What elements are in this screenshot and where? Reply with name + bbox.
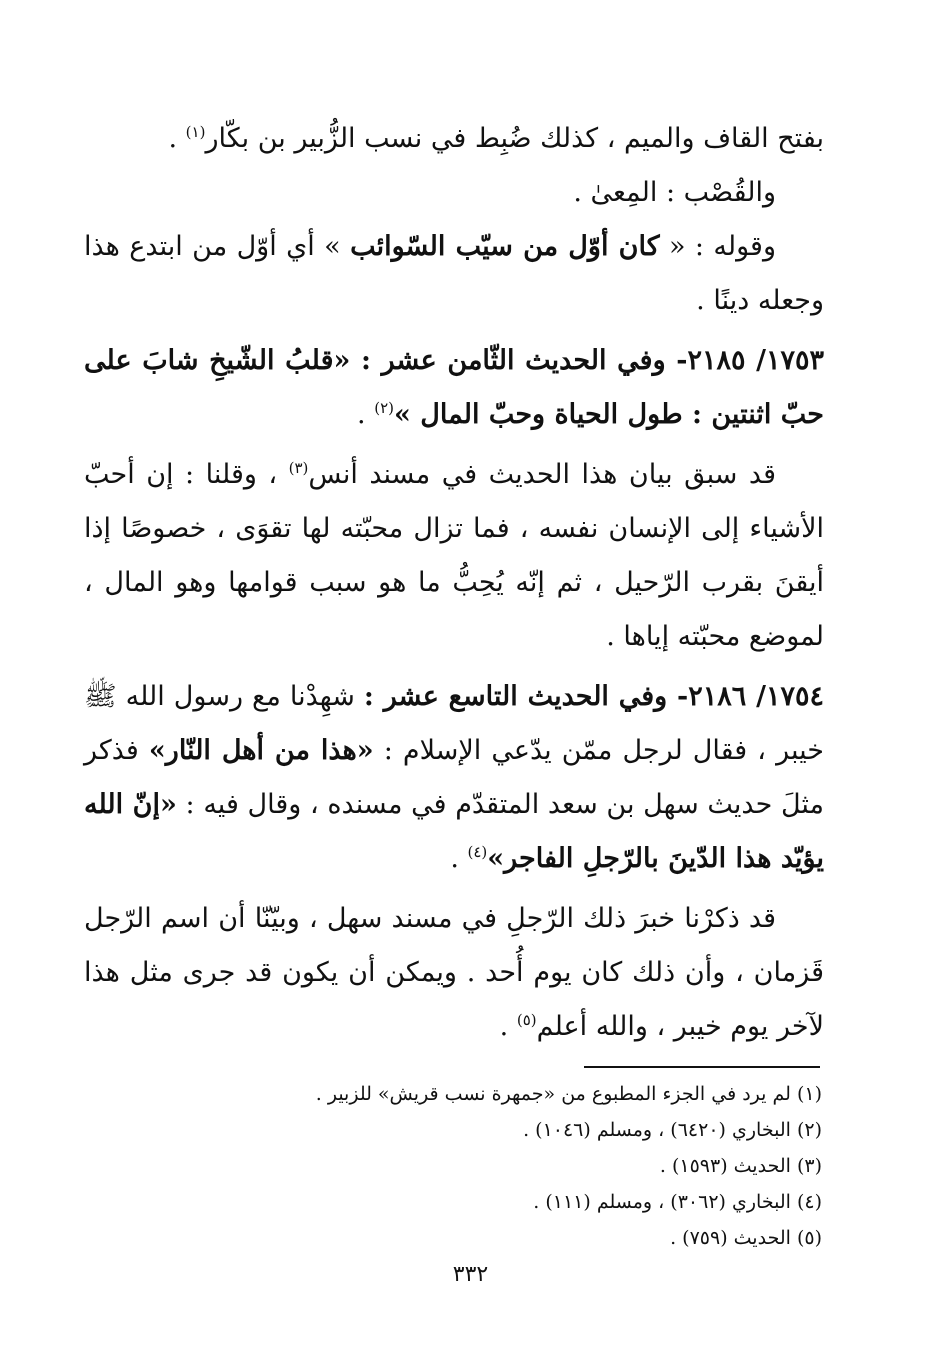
footnote-ref-5[interactable]: (٥) <box>516 1011 537 1029</box>
footnote-ref-2[interactable]: (٢) <box>374 399 394 417</box>
footnote-ref-4[interactable]: (٤) <box>467 843 488 861</box>
hadith-quote-yuayyid: «إنّ الله يؤيّد هذا الدّينَ بالرّجلِ الفاجر» <box>84 789 824 874</box>
hadith-quote: كان أوّل من سيّب السّوائب <box>350 231 660 262</box>
hadith-1753: ١٧٥٣/ ٢١٨٥- وفي الحديث الثّامن عشر : «قلبُ الشّيخِ شابَ على حبّ اثنتين : طول الحياة وحبّ المال »$^{(٢)}$ . <box>84 345 825 430</box>
hadith-quote-nar: «هذا من أهل النّار» <box>148 735 374 766</box>
footnotes <box>84 1076 822 1256</box>
footnote-ref-1[interactable]: (١) <box>185 123 206 141</box>
paragraph-commentary-1753: قد سبق بيان هذا الحديث في مسند أنس$^{(٣)}$ ، وقلنا : إن أحبّ الأشياء إلى الإنسان نفسه ، فما تزال محبّته لها تقوَى ، خصوصًا إذا أيقنَ بقرب الرّحيل ، ثم إنّه يُحِبُّ ما هو سبب قوامها وهو المال ، لموضع محبّته إياها . <box>84 459 824 652</box>
main-text <box>84 112 824 1054</box>
footnote-2: (٢) البخاري (٦٤٢٠) ، ومسلم (١٠٤٦) . <box>523 1119 822 1141</box>
paragraph-qusb: والقُصْب : المِعىٰ . <box>573 177 776 208</box>
footnote-1: (١) لم يرد في الجزء المطبوع من «جمهرة نسب قريش» للزبير . <box>315 1083 822 1105</box>
footnote-divider <box>584 1066 820 1068</box>
footnote-ref-3[interactable]: (٣) <box>288 459 309 477</box>
hadith-1753-heading: ١٧٥٣/ ٢١٨٥- وفي الحديث الثّامن عشر : «قلبُ الشّيخِ شابَ على حبّ اثنتين : طول الحياة وحبّ المال » <box>84 345 825 430</box>
paragraph-qaf-meem: بفتح القاف والميم ، كذلك ضُبِط في نسب الزُّبير بن بكّار$^{(١)}$ . <box>168 123 824 154</box>
paragraph-commentary-1754: قد ذكرْنا خبرَ ذلك الرّجلِ في مسند سهل ، وبيّنّا أن اسم الرّجل قَزمان ، وأن ذلك كان يوم أُحد . ويمكن أن يكون قد جرى مثل هذا لآخر يوم خيبر ، والله أعلم$^{(٥)}$ . <box>84 903 824 1042</box>
footnote-5: (٥) الحديث (٧٥٩) . <box>670 1227 822 1249</box>
footnote-3: (٣) الحديث (١٥٩٣) . <box>659 1155 822 1177</box>
page-number: ٣٣٢ <box>452 1262 489 1287</box>
hadith-1754: ١٧٥٤/ ٢١٨٦- وفي الحديث التاسع عشر : شهِدْنا مع رسول الله ﷺ خيبر ، فقال لرجل ممّن يدّعي الإسلام : «هذا من أهل النّار» فذكر مثلَ حديث سهل بن سعد المتقدّم في مسنده ، وقال فيه : «إنّ الله يؤيّد هذا الدّينَ بالرّجلِ الفاجر»$^{(٤)}$ . <box>84 681 825 874</box>
hadith-1754-heading: ١٧٥٤/ ٢١٨٦- وفي الحديث التاسع عشر : <box>363 681 824 712</box>
paragraph-sayyab: وقوله : « كان أوّل من سيّب السّوائب » أي أوّل من ابتدع هذا وجعله دينًا . <box>84 231 824 316</box>
footnote-4: (٤) البخاري (٣٠٦٢) ، ومسلم (١١١) . <box>533 1191 822 1213</box>
